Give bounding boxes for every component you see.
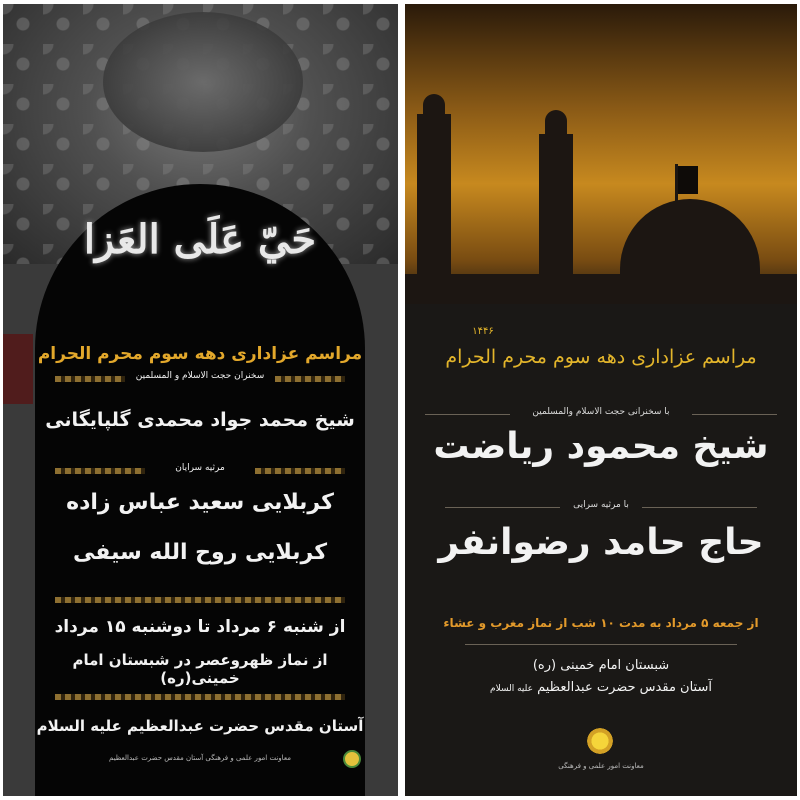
red-side-decoration bbox=[3, 334, 33, 404]
shrine-logo-icon bbox=[585, 726, 615, 756]
left-poster bbox=[3, 4, 398, 796]
hijri-year: ۱۴۴۶ bbox=[472, 326, 494, 337]
minaret-right-cap bbox=[545, 110, 567, 140]
time-line: از نماز ظهروعصر در شبستان امام خمینی(ره) bbox=[72, 651, 328, 687]
speaker-caption: با سخنرانی حجت الاسلام والمسلمین bbox=[532, 407, 670, 417]
venue-name: آستان مقدس حضرت عبدالعظیم bbox=[537, 680, 712, 695]
eulogist-name: حاج حامد رضوانفر bbox=[438, 522, 764, 563]
hall-line: شبستان امام خمینی (ره) bbox=[532, 658, 670, 673]
venue-line bbox=[405, 680, 797, 695]
footer-credit: معاونت امور علمی و فرهنگی bbox=[558, 762, 644, 770]
venue-suffix: علیه السلام bbox=[490, 684, 533, 694]
ornament-divider bbox=[55, 694, 345, 700]
eulogist-caption: مرثیه سرایان bbox=[175, 463, 225, 473]
eulogist-name-2: کربلایی روح الله سیفی bbox=[73, 540, 327, 565]
eulogist-caption: با مرثیه سرایی bbox=[573, 500, 629, 510]
schedule-line: از جمعه ۵ مرداد به مدت ۱۰ شب از نماز مغرب و عشاء bbox=[443, 616, 759, 630]
event-title: مراسم عزاداری دهه سوم محرم الحرام bbox=[445, 346, 757, 368]
event-title: مراسم عزاداری دهه سوم محرم الحرام bbox=[37, 344, 363, 364]
speaker-name: شیخ محمود ریاضت bbox=[433, 426, 769, 467]
black-flag-icon bbox=[678, 166, 698, 194]
footer-credit: معاونت امور علمی و فرهنگی آستان مقدس حضرت عبدالعظیم bbox=[109, 754, 291, 762]
eulogist-name-1: کربلایی سعید عباس زاده bbox=[66, 490, 334, 515]
calligraphy-medallion bbox=[103, 12, 303, 152]
divider-line bbox=[465, 644, 737, 645]
speaker-name: شیخ محمد جواد محمدی گلپایگانی bbox=[45, 409, 355, 431]
venue-line: آستان مقدس حضرت عبدالعظیم علیه السلام bbox=[36, 717, 364, 735]
date-line: از شنبه ۶ مرداد تا دوشنبه ۱۵ مرداد bbox=[54, 617, 346, 637]
right-poster bbox=[405, 4, 797, 796]
speaker-caption: سخنران حجت الاسلام و المسلمین bbox=[135, 371, 265, 381]
minaret-left-cap bbox=[423, 94, 445, 124]
ornament-divider bbox=[55, 597, 345, 603]
calligraphy-title: حَيّ عَلَى العَزا bbox=[83, 216, 317, 263]
